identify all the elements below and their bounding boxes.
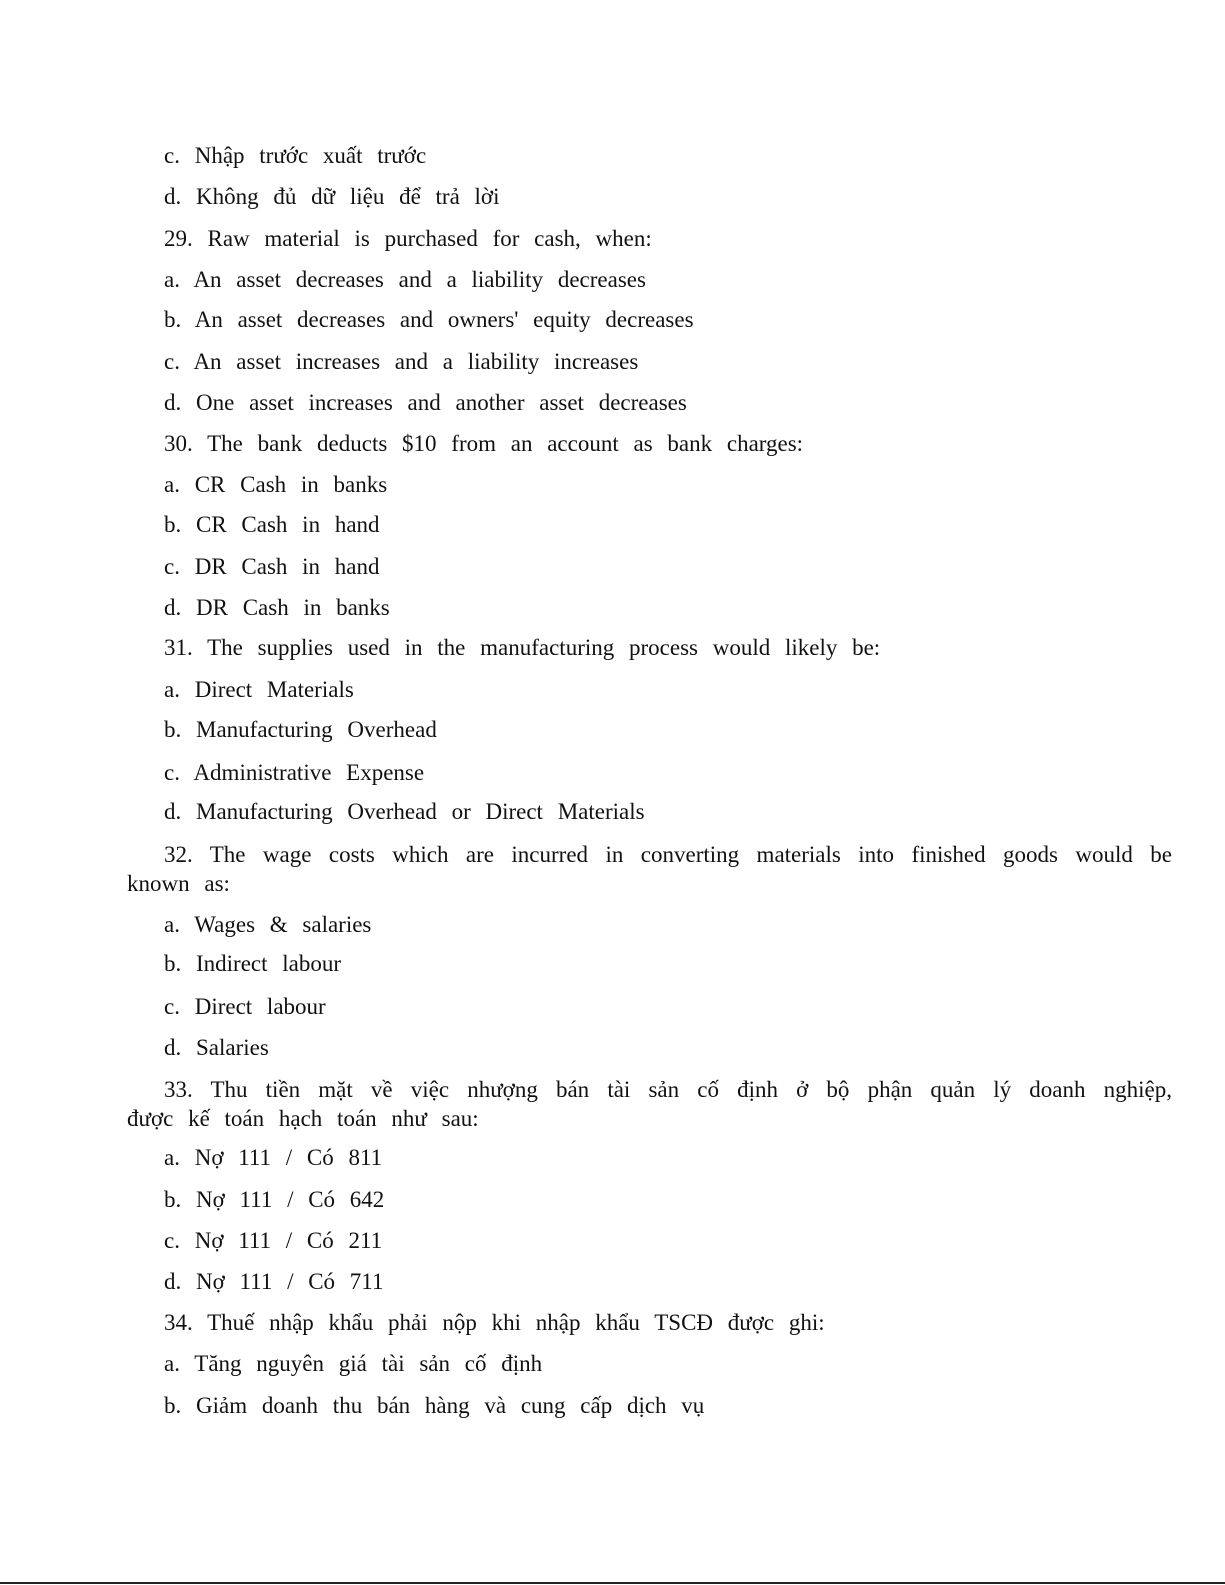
answer-option: c. Nợ 111 / Có 211 [164, 1228, 383, 1253]
question-text: 33. Thu tiền mặt về việc nhượng bán tài sản cố định ở bộ phận quản lý doanh nghiệp, được kế toán hạch toán như sau: [127, 1077, 1172, 1131]
answer-option: d. DR Cash in banks [164, 595, 390, 620]
answer-option: d. Manufacturing Overhead or Direct Materials [164, 799, 645, 824]
question-text: 31. The supplies used in the manufacturing process would likely be: [164, 635, 881, 660]
answer-option: b. Manufacturing Overhead [164, 717, 437, 742]
answer-option: b. Giảm doanh thu bán hàng và cung cấp dịch vụ [164, 1393, 705, 1418]
answer-option: a. Nợ 111 / Có 811 [164, 1145, 383, 1170]
answer-option: c. DR Cash in hand [164, 554, 380, 579]
answer-option: b. Indirect labour [164, 951, 342, 976]
answer-option: d. One asset increases and another asset decreases [164, 390, 687, 415]
question-text: 32. The wage costs which are incurred in converting materials into finished goods would be known as: [127, 842, 1172, 896]
answer-option: c. Direct labour [164, 994, 326, 1019]
answer-option: a. An asset decreases and a liability decreases [164, 267, 646, 292]
answer-option: b. An asset decreases and owners' equity decreases [164, 307, 694, 332]
page-bottom-border [0, 1582, 1225, 1584]
question-text: 34. Thuế nhập khẩu phải nộp khi nhập khẩu TSCĐ được ghi: [164, 1310, 825, 1335]
answer-option: d. Không đủ dữ liệu để trả lời [164, 184, 500, 209]
answer-option: a. Tăng nguyên giá tài sản cố định [164, 1351, 543, 1376]
question-text: 29. Raw material is purchased for cash, when: [164, 226, 652, 251]
question-text: 30. The bank deducts $10 from an account as bank charges: [164, 431, 804, 456]
answer-option: c. An asset increases and a liability increases [164, 349, 639, 374]
answer-option: d. Nợ 111 / Có 711 [164, 1269, 384, 1294]
answer-option: a. CR Cash in banks [164, 472, 388, 497]
answer-option: b. Nợ 111 / Có 642 [164, 1187, 385, 1212]
answer-option: c. Nhập trước xuất trước [164, 143, 427, 168]
answer-option: a. Direct Materials [164, 677, 354, 702]
answer-option: c. Administrative Expense [164, 760, 425, 785]
answer-option: b. CR Cash in hand [164, 512, 380, 537]
answer-option: a. Wages & salaries [164, 912, 372, 937]
answer-option: d. Salaries [164, 1035, 269, 1060]
